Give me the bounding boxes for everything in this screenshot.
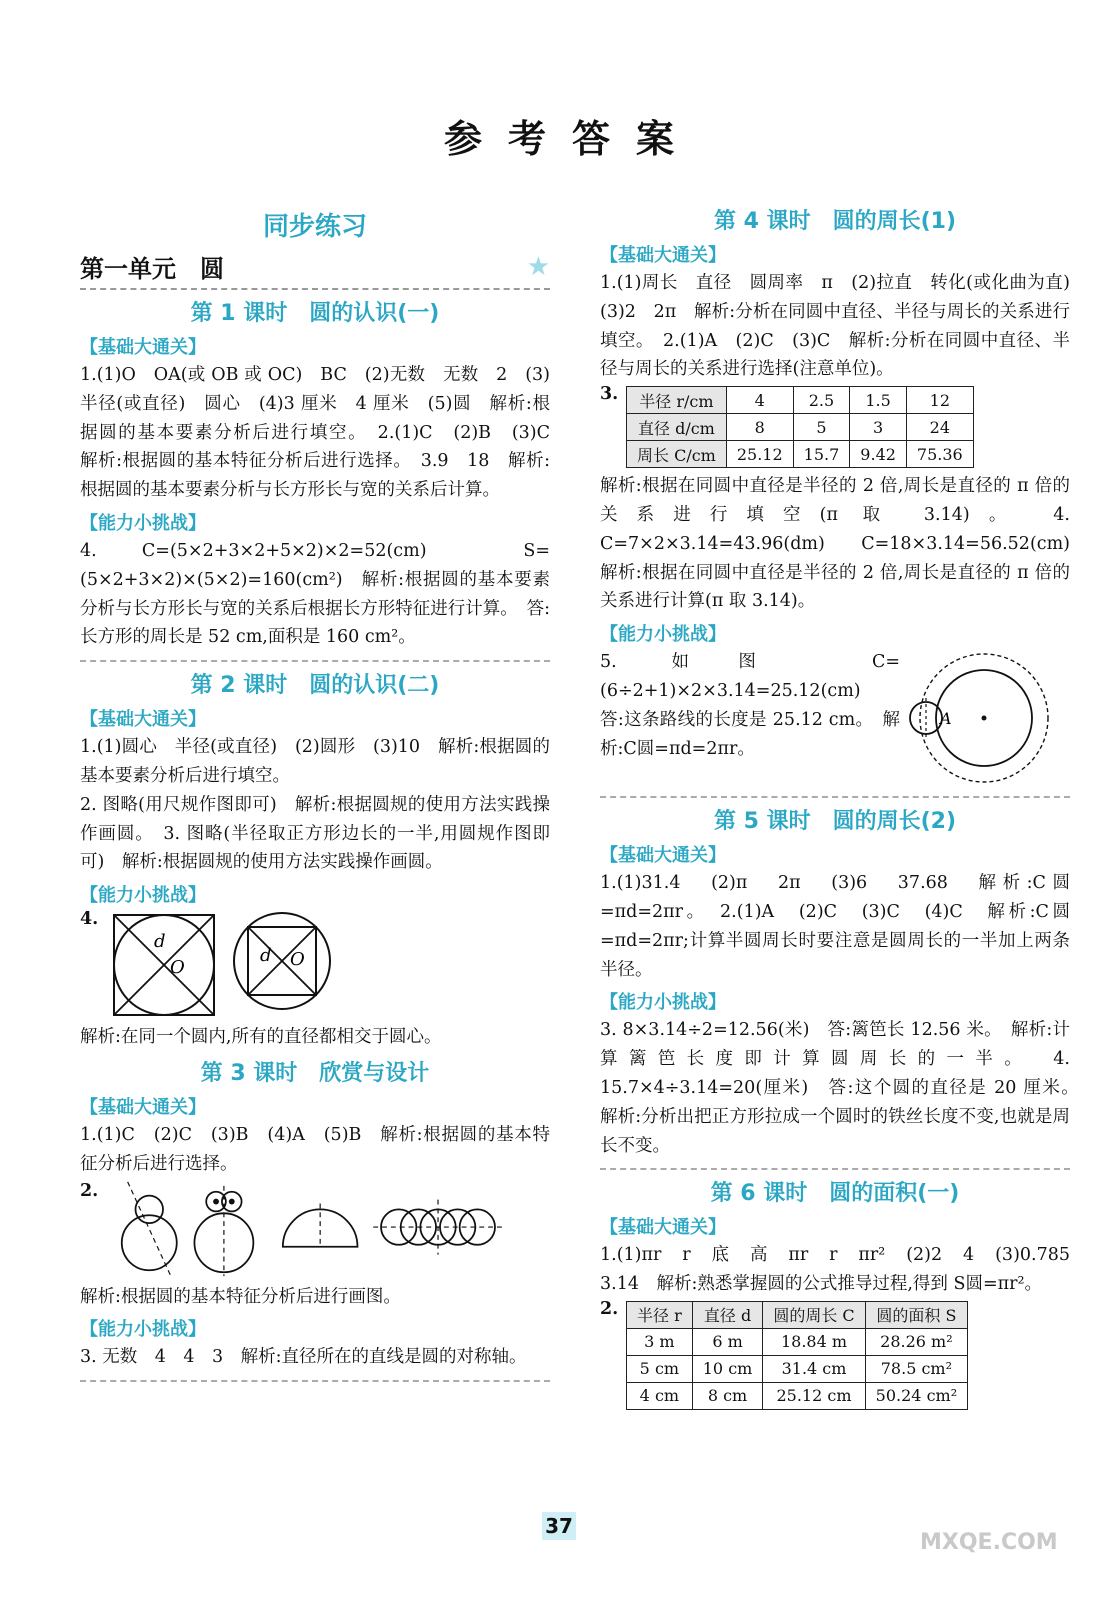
table-header: 圆的周长 C	[763, 1301, 865, 1328]
table-row	[627, 1328, 968, 1355]
tag-basic: 【基础大通关】	[80, 1096, 206, 1118]
path-circle-figure	[900, 648, 1050, 788]
label-d: d	[260, 945, 272, 967]
table-cell: 4 cm	[627, 1382, 693, 1409]
table-number: 2.	[600, 1298, 619, 1319]
table-cell: 5	[793, 414, 850, 441]
label-o: O	[170, 957, 185, 979]
label-a: A	[940, 709, 952, 729]
tag-challenge: 【能力小挑战】	[600, 624, 726, 646]
table-row	[627, 414, 974, 441]
table-row	[627, 441, 974, 468]
lesson4-after-table: 解析:根据在同圆中直径是半径的 2 倍,周长是直径的 π 倍的关系进行填空(π 取 3.14)。 4. C=7×2×3.14=43.96(dm) C=18×3.14=56.52(cm) 解析:根据在同圆中直径是半径的 2 倍,周长是直径的 π 倍的关系进行计算(π 取 3.14)。	[600, 476, 1088, 612]
table-cell: 75.36	[906, 441, 973, 468]
table-header: 圆的面积 S	[865, 1301, 967, 1328]
table-row-header: 周长 C/cm	[627, 441, 727, 468]
table-cell: 4	[726, 387, 793, 414]
lesson2-figures	[80, 909, 550, 1021]
label-d: d	[154, 931, 166, 953]
lesson3-challenge: 3. 无数 4 4 3 解析:直径所在的直线是圆的对称轴。	[80, 1347, 527, 1368]
table-header: 直径 d	[692, 1301, 763, 1328]
radius-diameter-circumference-table	[626, 386, 974, 468]
tag-basic: 【基础大通关】	[80, 709, 206, 731]
lesson2-basic1: 1.(1)圆心 半径(或直径) (2)圆形 (3)10 解析:根据圆的基本要素分析后进行填空。	[80, 737, 550, 786]
lesson5-title: 第 5 课时 圆的周长(2)	[713, 809, 957, 835]
lesson2-title: 第 2 课时 圆的认识(二)	[190, 673, 440, 699]
tag-basic: 【基础大通关】	[80, 337, 206, 358]
table-cell: 8	[726, 414, 793, 441]
tag-challenge: 【能力小挑战】	[80, 1319, 206, 1341]
table-cell: 5 cm	[627, 1355, 693, 1382]
table-cell: 31.4 cm	[763, 1355, 865, 1382]
table-cell: 25.12 cm	[763, 1382, 865, 1409]
tag-basic: 【基础大通关】	[600, 1217, 726, 1239]
table-number: 3.	[600, 384, 619, 405]
divider	[600, 1168, 1070, 1170]
table-cell: 25.12	[726, 441, 793, 468]
table-cell: 6 m	[692, 1328, 763, 1355]
table-cell: 18.84 m	[763, 1328, 865, 1355]
table-row	[627, 1382, 968, 1409]
lesson6-table-block	[600, 1299, 1070, 1414]
page-number: 37	[542, 1512, 576, 1540]
table-row	[627, 1355, 968, 1382]
table-header: 半径 r	[627, 1301, 693, 1328]
lesson4-title: 第 4 课时 圆的周长(1)	[713, 209, 957, 234]
table-cell: 2.5	[793, 387, 850, 414]
divider	[600, 796, 1070, 798]
page-title: 参考答案	[443, 116, 700, 161]
table-cell: 8 cm	[692, 1382, 763, 1409]
table-cell: 12	[906, 387, 973, 414]
unit-title-text: 第一单元 圆	[80, 255, 224, 283]
divider	[80, 1380, 550, 1382]
tag-basic: 【基础大通关】	[600, 845, 726, 867]
table-cell: 3	[850, 414, 907, 441]
watermark: MXQE.COM	[920, 1530, 1058, 1555]
tag-challenge: 【能力小挑战】	[80, 512, 206, 534]
lesson1-title: 第 1 课时 圆的认识(一)	[190, 301, 440, 326]
table-cell: 24	[906, 414, 973, 441]
circle-design-figures	[108, 1181, 550, 1281]
table-row-header: 半径 r/cm	[627, 387, 727, 414]
table-row-header: 直径 d/cm	[627, 414, 727, 441]
table-cell: 15.7	[793, 441, 850, 468]
star-icon: ★	[526, 251, 550, 282]
lesson5-challenge: 3. 8×3.14÷2=12.56(米) 答:篱笆长 12.56 米。 解析:计算篱笆长度即计算圆周长的一半。 4. 15.7×4÷3.14=20(厘米) 答:这个圆的直径是 20 厘米。 解析:分析出把正方形拉成一个圆时的铁丝长度不变,也就是周长不变。	[600, 1020, 1088, 1156]
table-row	[627, 387, 974, 414]
table-cell: 78.5 cm²	[865, 1355, 967, 1382]
lesson5-basic: 1.(1)31.4 (2)π 2π (3)6 37.68 解析:C圆=πd=2πr。 2.(1)A (2)C (3)C (4)C 解析:C圆=πd=2πr;计算半圆周长时要注意是圆周长的一半加上两条半径。	[600, 873, 1070, 980]
tag-challenge: 【能力小挑战】	[600, 992, 726, 1014]
table-cell: 1.5	[850, 387, 907, 414]
table-cell: 9.42	[850, 441, 907, 468]
circle-in-square-figure-1	[108, 909, 220, 1021]
table-cell: 3 m	[627, 1328, 693, 1355]
section-heading: 同步练习	[262, 212, 367, 242]
divider	[80, 660, 550, 662]
lesson1-basic: 1.(1)O OA(或 OB 或 OC) BC (2)无数 无数 2 (3)半径(或直径) 圆心 (4)3 厘米 4 厘米 (5)圆 解析:根据圆的基本要素分析后进行填空。 2.(1)C (2)B (3)C 解析:根据圆的基本特征分析后进行选择。 3.9 18 解析:根据圆的基本要素分析与长方形长与宽的关系后计算。	[80, 365, 568, 501]
lesson3-title: 第 3 课时 欣赏与设计	[200, 1060, 430, 1086]
lesson3-basic1: 1.(1)C (2)C (3)B (4)A (5)B 解析:根据圆的基本特征分析后进行选择。	[80, 1124, 550, 1174]
tag-basic: 【基础大通关】	[600, 245, 726, 266]
tag-challenge: 【能力小挑战】	[80, 885, 206, 907]
lesson4-challenge-block	[600, 648, 1070, 788]
table-cell: 50.24 cm²	[865, 1382, 967, 1409]
lesson2-basic2: 2. 图略(用尺规作图即可) 解析:根据圆规的使用方法实践操作画圆。 3. 图略(半径取正方形边长的一半,用圆规作图即可) 解析:根据圆规的使用方法实践操作画圆。	[80, 794, 550, 873]
lesson1-challenge: 4. C=(5×2+3×2+5×2)×2=52(cm) S=(5×2+3×2)×(5×2)=160(cm²) 解析:根据圆的基本要素分析与长方形长与宽的关系后根据长方形特征进行计算。 答:长方形的周长是 52 cm,面积是 160 cm²。	[80, 540, 550, 648]
figure-number: 4.	[80, 909, 99, 930]
unit-title	[80, 249, 550, 290]
lesson3-basic2-note: 解析:根据圆的基本特征分析后进行画图。	[80, 1286, 401, 1307]
lesson6-title: 第 6 课时 圆的面积(一)	[710, 1181, 960, 1207]
right-column	[600, 200, 1088, 1414]
lesson2-challenge-note: 解析:在同一个圆内,所有的直径都相交于圆心。	[80, 1027, 442, 1048]
square-in-circle-figure-2	[230, 909, 334, 1013]
lesson4-challenge: 5. 如图 C=(6÷2+1)×2×3.14=25.12(cm) 答:这条路线的长度是 25.12 cm。 解析:C圆=πd=2πr。	[600, 652, 900, 759]
lesson4-basic: 1.(1)周长 直径 圆周率 π (2)拉直 转化(或化曲为直) (3)2 2π 解析:分析在同圆中直径、半径与周长的关系进行填空。 2.(1)A (2)C (3)C 解析:分析在同圆中直径、半径与周长的关系进行选择(注意单位)。	[600, 273, 1088, 380]
left-column	[80, 200, 568, 1388]
table-cell: 10 cm	[692, 1355, 763, 1382]
lesson6-basic: 1.(1)πr r 底 高 πr r πr² (2)2 4 (3)0.785 3.14 解析:熟悉掌握圆的公式推导过程,得到 S圆=πr²。	[600, 1245, 1088, 1295]
circle-area-table	[626, 1301, 968, 1410]
lesson4-table-block	[600, 384, 1070, 472]
figure-number: 2.	[80, 1180, 99, 1201]
label-o: O	[290, 949, 305, 971]
table-cell: 28.26 m²	[865, 1328, 967, 1355]
lesson3-figures	[80, 1181, 550, 1281]
